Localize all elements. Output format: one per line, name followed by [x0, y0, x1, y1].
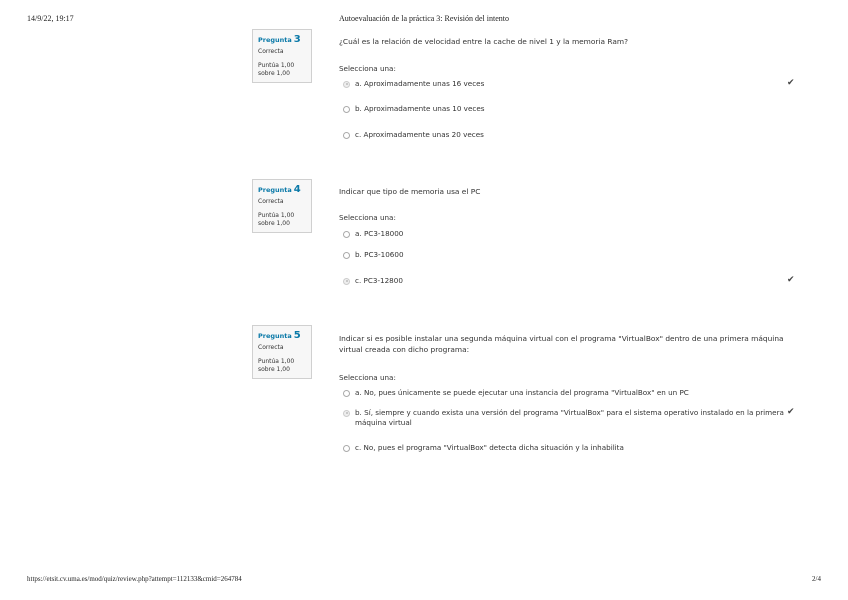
question-number [258, 34, 311, 45]
option-label: c. No, pues el programa "VirtualBox" detecta dicha situación y la inhabilita [355, 443, 624, 452]
page-number: 2/4 [812, 575, 821, 583]
print-title: Autoevaluación de la práctica 3: Revisión del intento [339, 14, 509, 23]
question-number-value: 4 [293, 184, 301, 195]
radio-icon[interactable] [343, 231, 350, 238]
radio-icon[interactable] [343, 132, 350, 139]
check-icon: ✔ [787, 275, 795, 285]
option-label: b. Sí, siempre y cuando exista una versión del programa "VirtualBox" para el sistema operativo instalado en la primera máquina virtual [355, 408, 784, 427]
question-number [258, 184, 311, 195]
option-label: a. No, pues únicamente se puede ejecutar una instancia del programa "VirtualBox" en un PC [355, 388, 689, 397]
answer-prompt: Selecciona una: [339, 64, 396, 73]
radio-selected-icon[interactable] [343, 410, 350, 417]
option-label: b. Aproximadamente unas 10 veces [355, 104, 485, 113]
grade-line-1: Puntúa 1,00 [258, 62, 295, 69]
question-text: ¿Cuál es la relación de velocidad entre la cache de nivel 1 y la memoria Ram? [339, 37, 628, 46]
question-number [258, 330, 311, 341]
question-info-5 [252, 325, 312, 379]
answer-prompt: Selecciona una: [339, 213, 396, 222]
answer-option-c[interactable] [343, 130, 793, 140]
check-icon: ✔ [787, 407, 795, 417]
grade-line-2: sobre 1,00 [258, 220, 290, 227]
radio-icon[interactable] [343, 106, 350, 113]
answer-prompt: Selecciona una: [339, 373, 396, 382]
question-number-value: 3 [293, 34, 301, 45]
answer-option-c[interactable] [343, 443, 793, 453]
option-label: c. PC3-12800 [355, 276, 403, 285]
question-label: Pregunta [258, 332, 292, 340]
answer-option-a[interactable] [343, 79, 793, 89]
radio-icon[interactable] [343, 390, 350, 397]
print-url: https://etsit.cv.uma.es/mod/quiz/review.php?attempt=112133&cmid=264784 [27, 575, 242, 583]
question-label: Pregunta [258, 186, 292, 194]
radio-selected-icon[interactable] [343, 81, 350, 88]
option-label: a. PC3-18000 [355, 229, 404, 238]
question-state: Correcta [258, 344, 284, 351]
answer-option-b[interactable] [343, 250, 793, 260]
question-info-4 [252, 179, 312, 233]
radio-icon[interactable] [343, 252, 350, 259]
question-number-value: 5 [293, 330, 301, 341]
question-grade [258, 212, 311, 228]
grade-line-2: sobre 1,00 [258, 366, 290, 373]
option-label: b. PC3-10600 [355, 250, 404, 259]
radio-icon[interactable] [343, 445, 350, 452]
grade-line-2: sobre 1,00 [258, 70, 290, 77]
question-text: Indicar si es posible instalar una segunda máquina virtual con el programa "VirtualBox" dentro de una primera máquina virtual creada con dicho programa: [339, 334, 784, 354]
question-label: Pregunta [258, 36, 292, 44]
radio-selected-icon[interactable] [343, 278, 350, 285]
question-text: Indicar que tipo de memoria usa el PC [339, 187, 481, 196]
answer-option-a[interactable] [343, 388, 793, 398]
question-info-3 [252, 29, 312, 83]
grade-line-1: Puntúa 1,00 [258, 358, 295, 365]
answer-option-b[interactable] [343, 408, 793, 428]
answer-option-c[interactable] [343, 276, 793, 286]
print-date: 14/9/22, 19:17 [27, 14, 74, 23]
grade-line-1: Puntúa 1,00 [258, 212, 295, 219]
check-icon: ✔ [787, 78, 795, 88]
answer-option-b[interactable] [343, 104, 793, 114]
question-grade [258, 358, 311, 374]
question-state: Correcta [258, 198, 284, 205]
answer-option-a[interactable] [343, 229, 793, 239]
option-label: c. Aproximadamente unas 20 veces [355, 130, 484, 139]
option-label: a. Aproximadamente unas 16 veces [355, 79, 485, 88]
question-grade [258, 62, 311, 78]
question-state: Correcta [258, 48, 284, 55]
